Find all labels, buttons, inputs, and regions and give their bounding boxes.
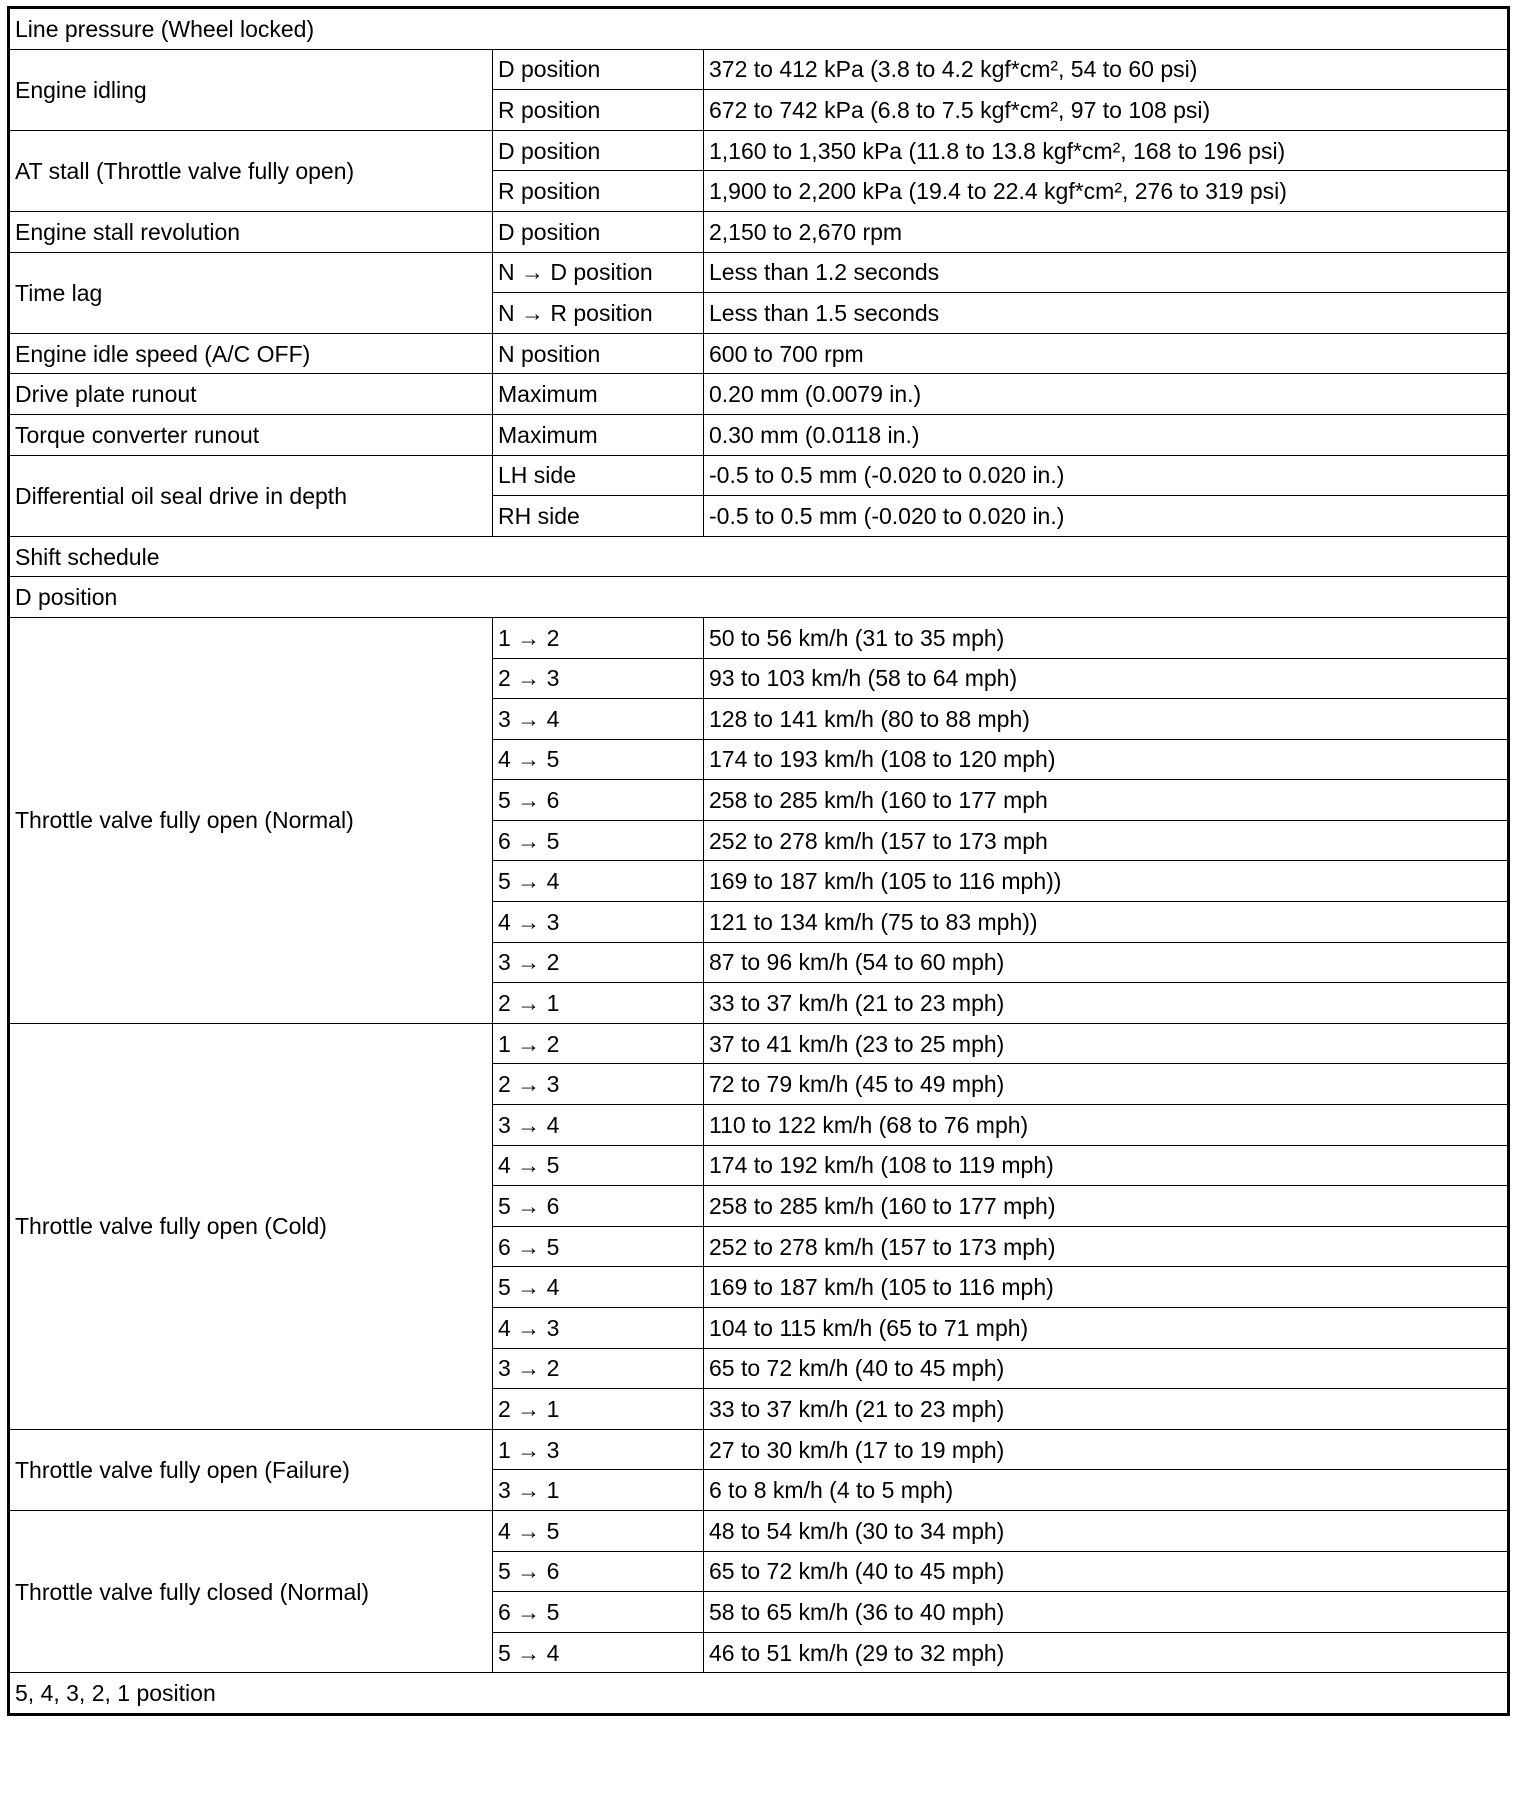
condition-cell: 6 → 5 [493, 1226, 704, 1267]
value-cell: 258 to 285 km/h (160 to 177 mph [704, 780, 1509, 821]
section-header: 5, 4, 3, 2, 1 position [9, 1673, 1509, 1715]
value-cell: Less than 1.5 seconds [704, 293, 1509, 334]
section-header: Shift schedule [9, 536, 1509, 577]
section-header-row [9, 8, 1509, 50]
condition-cell: 2 → 1 [493, 1389, 704, 1430]
section-header: D position [9, 577, 1509, 618]
condition-cell: 3 → 1 [493, 1470, 704, 1511]
condition-cell: N → R position [493, 293, 704, 334]
item-label: Engine idle speed (A/C OFF) [9, 333, 493, 374]
value-cell: -0.5 to 0.5 mm (-0.020 to 0.020 in.) [704, 496, 1509, 537]
condition-cell: 4 → 3 [493, 902, 704, 943]
condition-cell: 3 → 2 [493, 1348, 704, 1389]
condition-cell: 4 → 3 [493, 1308, 704, 1349]
value-cell: 174 to 193 km/h (108 to 120 mph) [704, 739, 1509, 780]
value-cell: 258 to 285 km/h (160 to 177 mph) [704, 1186, 1509, 1227]
condition-cell: Maximum [493, 414, 704, 455]
value-cell: 65 to 72 km/h (40 to 45 mph) [704, 1348, 1509, 1389]
table-row [9, 414, 1509, 455]
section-header-row [9, 1673, 1509, 1715]
value-cell: 174 to 192 km/h (108 to 119 mph) [704, 1145, 1509, 1186]
condition-cell: D position [493, 130, 704, 171]
value-cell: 0.30 mm (0.0118 in.) [704, 414, 1509, 455]
value-cell: 110 to 122 km/h (68 to 76 mph) [704, 1105, 1509, 1146]
table-row [9, 455, 1509, 496]
value-cell: 169 to 187 km/h (105 to 116 mph) [704, 1267, 1509, 1308]
value-cell: 33 to 37 km/h (21 to 23 mph) [704, 1389, 1509, 1430]
value-cell: 93 to 103 km/h (58 to 64 mph) [704, 658, 1509, 699]
value-cell: 50 to 56 km/h (31 to 35 mph) [704, 617, 1509, 658]
value-cell: -0.5 to 0.5 mm (-0.020 to 0.020 in.) [704, 455, 1509, 496]
table-row [9, 252, 1509, 293]
item-label: AT stall (Throttle valve fully open) [9, 130, 493, 211]
item-label: Throttle valve fully closed (Normal) [9, 1510, 493, 1672]
value-cell: 27 to 30 km/h (17 to 19 mph) [704, 1429, 1509, 1470]
value-cell: 121 to 134 km/h (75 to 83 mph)) [704, 902, 1509, 943]
condition-cell: 4 → 5 [493, 739, 704, 780]
condition-cell: 2 → 3 [493, 1064, 704, 1105]
condition-cell: R position [493, 90, 704, 131]
value-cell: 48 to 54 km/h (30 to 34 mph) [704, 1510, 1509, 1551]
section-header-row [9, 577, 1509, 618]
value-cell: 128 to 141 km/h (80 to 88 mph) [704, 699, 1509, 740]
value-cell: 33 to 37 km/h (21 to 23 mph) [704, 983, 1509, 1024]
condition-cell: 3 → 4 [493, 699, 704, 740]
condition-cell: 4 → 5 [493, 1510, 704, 1551]
value-cell: 0.20 mm (0.0079 in.) [704, 374, 1509, 415]
value-cell: 252 to 278 km/h (157 to 173 mph [704, 820, 1509, 861]
condition-cell: 5 → 6 [493, 780, 704, 821]
item-label: Throttle valve fully open (Normal) [9, 617, 493, 1023]
condition-cell: 4 → 5 [493, 1145, 704, 1186]
item-label: Torque converter runout [9, 414, 493, 455]
value-cell: 104 to 115 km/h (65 to 71 mph) [704, 1308, 1509, 1349]
condition-cell: N → D position [493, 252, 704, 293]
item-label: Time lag [9, 252, 493, 333]
condition-cell: 2 → 3 [493, 658, 704, 699]
section-header: Line pressure (Wheel locked) [9, 8, 1509, 50]
specification-table [7, 6, 1510, 1716]
value-cell: 1,900 to 2,200 kPa (19.4 to 22.4 kgf*cm², 276 to 319 psi) [704, 171, 1509, 212]
section-header-row [9, 536, 1509, 577]
item-label: Throttle valve fully open (Cold) [9, 1023, 493, 1429]
condition-cell: 1 → 2 [493, 1023, 704, 1064]
value-cell: 87 to 96 km/h (54 to 60 mph) [704, 942, 1509, 983]
condition-cell: 3 → 2 [493, 942, 704, 983]
condition-cell: 3 → 4 [493, 1105, 704, 1146]
value-cell: 169 to 187 km/h (105 to 116 mph)) [704, 861, 1509, 902]
value-cell: 58 to 65 km/h (36 to 40 mph) [704, 1592, 1509, 1633]
table-row [9, 1510, 1509, 1551]
value-cell: 65 to 72 km/h (40 to 45 mph) [704, 1551, 1509, 1592]
value-cell: 1,160 to 1,350 kPa (11.8 to 13.8 kgf*cm², 168 to 196 psi) [704, 130, 1509, 171]
condition-cell: R position [493, 171, 704, 212]
value-cell: 2,150 to 2,670 rpm [704, 211, 1509, 252]
table-row [9, 617, 1509, 658]
condition-cell: RH side [493, 496, 704, 537]
value-cell: 72 to 79 km/h (45 to 49 mph) [704, 1064, 1509, 1105]
value-cell: 6 to 8 km/h (4 to 5 mph) [704, 1470, 1509, 1511]
condition-cell: 5 → 6 [493, 1551, 704, 1592]
table-row [9, 1429, 1509, 1470]
item-label: Engine stall revolution [9, 211, 493, 252]
condition-cell: 6 → 5 [493, 1592, 704, 1633]
table-row [9, 333, 1509, 374]
condition-cell: 5 → 6 [493, 1186, 704, 1227]
value-cell: Less than 1.2 seconds [704, 252, 1509, 293]
condition-cell: 6 → 5 [493, 820, 704, 861]
condition-cell: 1 → 3 [493, 1429, 704, 1470]
item-label: Drive plate runout [9, 374, 493, 415]
value-cell: 600 to 700 rpm [704, 333, 1509, 374]
condition-cell: 5 → 4 [493, 861, 704, 902]
condition-cell: 5 → 4 [493, 1632, 704, 1673]
table-row [9, 374, 1509, 415]
condition-cell: Maximum [493, 374, 704, 415]
condition-cell: 2 → 1 [493, 983, 704, 1024]
value-cell: 252 to 278 km/h (157 to 173 mph) [704, 1226, 1509, 1267]
condition-cell: N position [493, 333, 704, 374]
table-row [9, 211, 1509, 252]
item-label: Differential oil seal drive in depth [9, 455, 493, 536]
condition-cell: 5 → 4 [493, 1267, 704, 1308]
value-cell: 672 to 742 kPa (6.8 to 7.5 kgf*cm², 97 to 108 psi) [704, 90, 1509, 131]
table-row [9, 130, 1509, 171]
value-cell: 37 to 41 km/h (23 to 25 mph) [704, 1023, 1509, 1064]
table-row [9, 1023, 1509, 1064]
value-cell: 46 to 51 km/h (29 to 32 mph) [704, 1632, 1509, 1673]
value-cell: 372 to 412 kPa (3.8 to 4.2 kgf*cm², 54 to 60 psi) [704, 49, 1509, 90]
condition-cell: LH side [493, 455, 704, 496]
item-label: Engine idling [9, 49, 493, 130]
condition-cell: D position [493, 211, 704, 252]
condition-cell: D position [493, 49, 704, 90]
table-row [9, 49, 1509, 90]
specification-table-body [9, 8, 1509, 1715]
condition-cell: 1 → 2 [493, 617, 704, 658]
item-label: Throttle valve fully open (Failure) [9, 1429, 493, 1510]
